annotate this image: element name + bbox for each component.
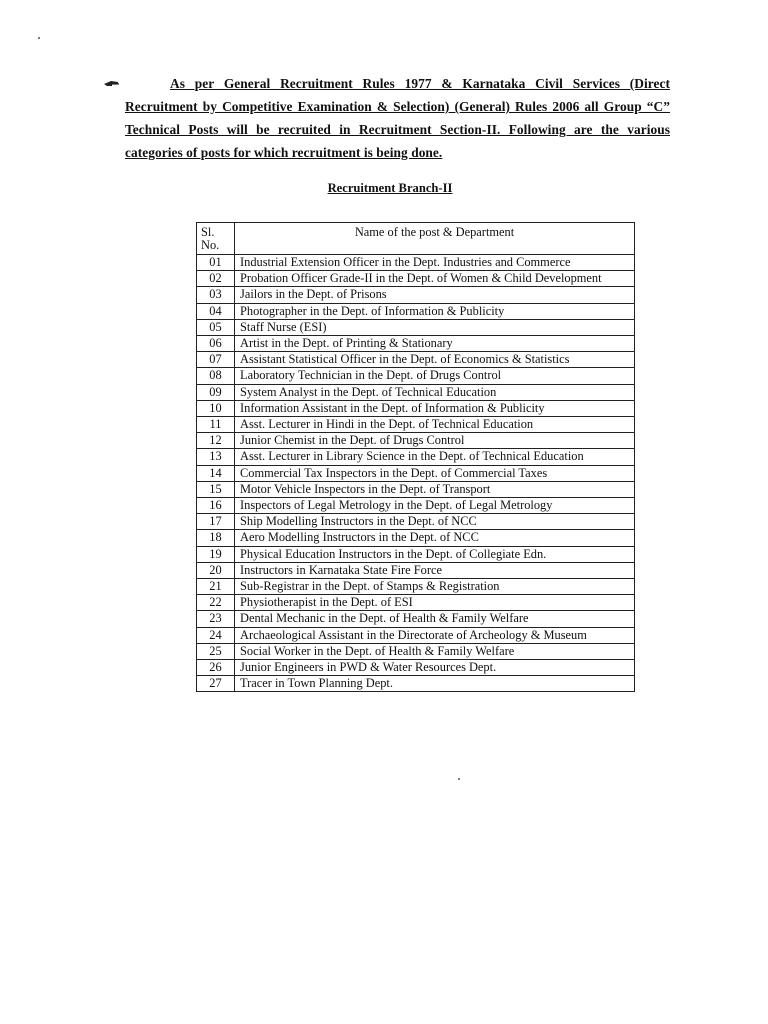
table-row [197,627,635,643]
table-row [197,562,635,578]
post-name-cell: Artist in the Dept. of Printing & Stationary [235,336,635,352]
table-row [197,676,635,692]
post-name-cell: Motor Vehicle Inspectors in the Dept. of Transport [235,481,635,497]
post-name-cell: Tracer in Town Planning Dept. [235,676,635,692]
post-name-cell: Industrial Extension Officer in the Dept. Industries and Commerce [235,255,635,271]
scan-speck [38,37,40,39]
table-header-row [197,223,635,255]
table-row [197,336,635,352]
table-row [197,660,635,676]
sl-no-cell: 24 [197,627,235,643]
table-row [197,368,635,384]
pointing-hand-icon [103,78,121,90]
branch-title: Recruitment Branch-II [327,181,453,195]
post-name-cell: Aero Modelling Instructors in the Dept. of NCC [235,530,635,546]
table-row [197,643,635,659]
table-row [197,595,635,611]
post-name-cell: Physiotherapist in the Dept. of ESI [235,595,635,611]
table-row [197,530,635,546]
post-name-cell: Social Worker in the Dept. of Health & Family Welfare [235,643,635,659]
sl-no-cell: 05 [197,319,235,335]
table-row [197,271,635,287]
table-row [197,352,635,368]
sl-no-cell: 14 [197,465,235,481]
post-name-cell: Staff Nurse (ESI) [235,319,635,335]
sl-no-cell: 25 [197,643,235,659]
post-name-cell: Information Assistant in the Dept. of Information & Publicity [235,400,635,416]
post-name-cell: Jailors in the Dept. of Prisons [235,287,635,303]
sl-no-cell: 01 [197,255,235,271]
table-row [197,287,635,303]
post-name-cell: Junior Chemist in the Dept. of Drugs Control [235,433,635,449]
intro-paragraph: As per General Recruitment Rules 1977 & Karnataka Civil Services (Direct Recruitment by Competitive Examination & Selection) (General) Rules 2006 all Group “C” Technical Posts will be recruited in Recruitment Section-II. Following are the various categories of posts for which recruitment is being done. [125,76,670,160]
sl-no-cell: 12 [197,433,235,449]
table-row [197,255,635,271]
scan-speck [458,778,460,780]
sl-no-cell: 13 [197,449,235,465]
post-name-cell: System Analyst in the Dept. of Technical Education [235,384,635,400]
post-name-cell: Sub-Registrar in the Dept. of Stamps & Registration [235,579,635,595]
posts-table-body [197,255,635,692]
sl-no-cell: 07 [197,352,235,368]
sl-no-cell: 26 [197,660,235,676]
post-name-cell: Dental Mechanic in the Dept. of Health & Family Welfare [235,611,635,627]
table-row [197,303,635,319]
table-row [197,449,635,465]
sl-no-cell: 20 [197,562,235,578]
post-name-cell: Asst. Lecturer in Library Science in the Dept. of Technical Education [235,449,635,465]
table-row [197,384,635,400]
post-name-cell: Asst. Lecturer in Hindi in the Dept. of Technical Education [235,417,635,433]
post-name-cell: Photographer in the Dept. of Information & Publicity [235,303,635,319]
sl-no-cell: 19 [197,546,235,562]
sl-no-cell: 17 [197,514,235,530]
table-row [197,579,635,595]
post-name-header: Name of the post & Department [235,223,635,255]
sl-no-cell: 08 [197,368,235,384]
sl-no-cell: 04 [197,303,235,319]
sl-no-cell: 02 [197,271,235,287]
post-name-cell: Archaeological Assistant in the Directorate of Archeology & Museum [235,627,635,643]
table-row [197,498,635,514]
sl-no-cell: 11 [197,417,235,433]
sl-no-cell: 06 [197,336,235,352]
sl-no-cell: 09 [197,384,235,400]
table-row [197,417,635,433]
post-name-cell: Commercial Tax Inspectors in the Dept. of Commercial Taxes [235,465,635,481]
sl-no-cell: 18 [197,530,235,546]
sl-no-cell: 22 [197,595,235,611]
table-row [197,481,635,497]
sl-no-cell: 27 [197,676,235,692]
sl-no-cell: 21 [197,579,235,595]
table-row [197,611,635,627]
post-name-cell: Physical Education Instructors in the Dept. of Collegiate Edn. [235,546,635,562]
posts-table [196,222,635,692]
sl-no-cell: 23 [197,611,235,627]
sl-no-cell: 03 [197,287,235,303]
table-row [197,514,635,530]
sl-no-cell: 15 [197,481,235,497]
table-row [197,433,635,449]
post-name-cell: Laboratory Technician in the Dept. of Drugs Control [235,368,635,384]
table-row [197,546,635,562]
table-row [197,319,635,335]
post-name-cell: Inspectors of Legal Metrology in the Dept. of Legal Metrology [235,498,635,514]
post-name-cell: Assistant Statistical Officer in the Dept. of Economics & Statistics [235,352,635,368]
post-name-cell: Instructors in Karnataka State Fire Force [235,562,635,578]
sl-no-header: Sl. No. [197,223,235,255]
sl-no-cell: 10 [197,400,235,416]
table-row [197,465,635,481]
sl-no-cell: 16 [197,498,235,514]
post-name-cell: Junior Engineers in PWD & Water Resources Dept. [235,660,635,676]
table-row [197,400,635,416]
post-name-cell: Ship Modelling Instructors in the Dept. of NCC [235,514,635,530]
post-name-cell: Probation Officer Grade-II in the Dept. of Women & Child Development [235,271,635,287]
